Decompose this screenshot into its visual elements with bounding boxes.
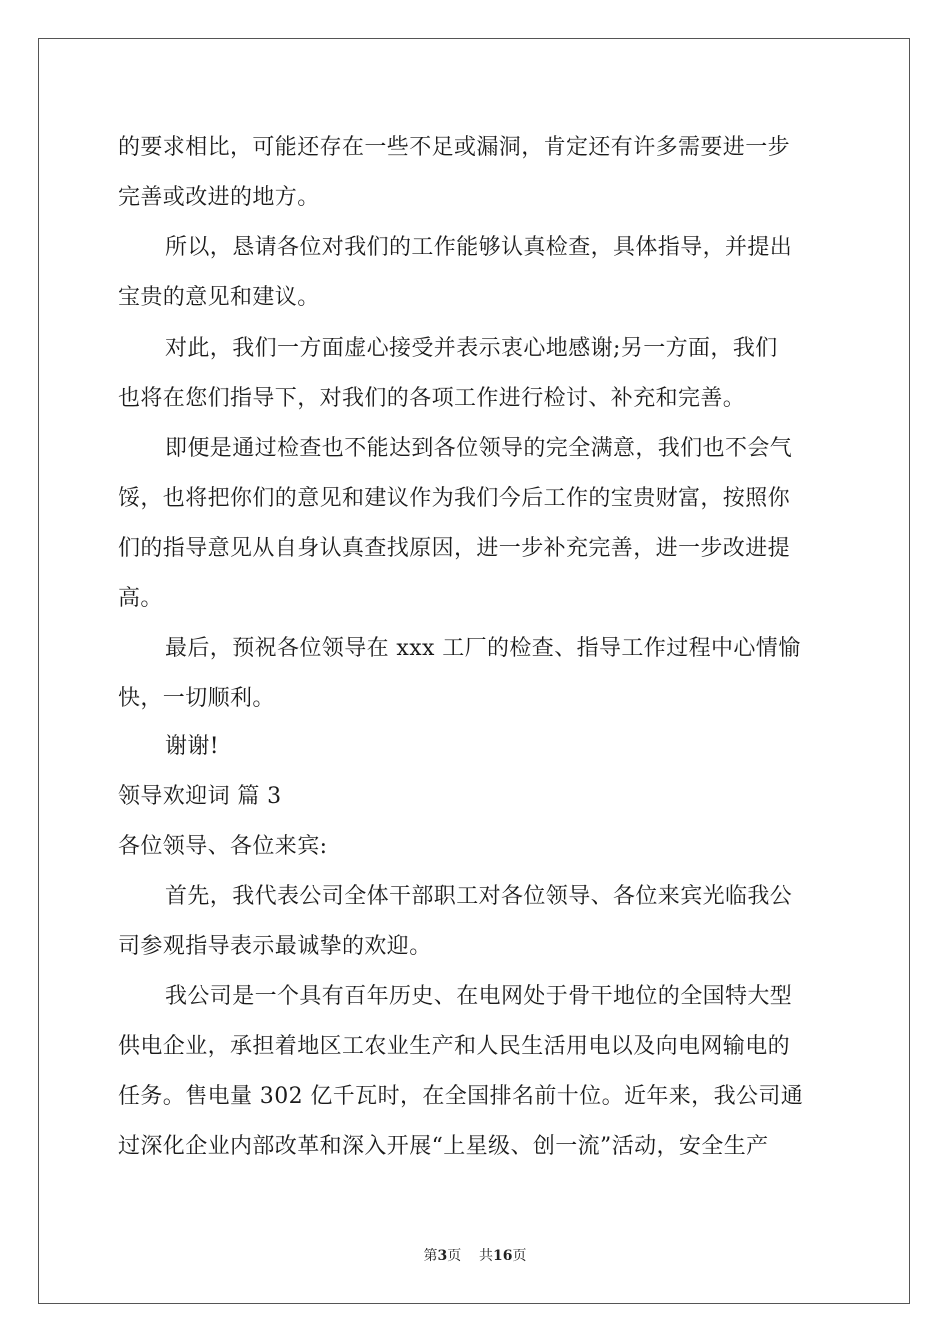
text-line: 即便是通过检查也不能达到各位领导的完全满意，我们也不会气 — [165, 436, 793, 461]
text-line: 任务。售电量 302 亿千瓦时，在全国排名前十位。近年来，我公司通 — [118, 1084, 804, 1109]
text-line: 供电企业，承担着地区工农业生产和人民生活用电以及向电网输电的 — [118, 1034, 791, 1059]
text-line: 们的指导意见从自身认真查找原因，进一步补充完善，进一步改进提 — [118, 536, 791, 561]
page-footer — [0, 1247, 950, 1265]
page-border — [38, 38, 910, 1304]
text-line: 快，一切顺利。 — [118, 686, 275, 711]
page-mid: 页 共 — [447, 1248, 494, 1264]
page-current: 3 — [437, 1248, 448, 1264]
text-line: 最后，预祝各位领导在 xxx 工厂的检查、指导工作过程中心情愉 — [165, 636, 801, 661]
page-suffix: 页 — [512, 1248, 527, 1264]
text-line: 馁，也将把你们的意见和建议作为我们今后工作的宝贵财富，按照你 — [118, 486, 791, 511]
text-line: 也将在您们指导下，对我们的各项工作进行检讨、补充和完善。 — [118, 386, 746, 411]
page-prefix: 第 — [423, 1248, 438, 1264]
text-line: 高。 — [118, 586, 163, 611]
text-line: 我公司是一个具有百年历史、在电网处于骨干地位的全国特大型 — [165, 984, 793, 1009]
text-line: 过深化企业内部改革和深入开展“上星级、创一流”活动，安全生产 — [118, 1134, 769, 1159]
text-line: 所以，恳请各位对我们的工作能够认真检查，具体指导，并提出 — [165, 235, 793, 260]
text-line: 宝贵的意见和建议。 — [118, 285, 320, 310]
text-line: 司参观指导表示最诚挚的欢迎。 — [118, 934, 432, 959]
section-heading: 领导欢迎词 篇 3 — [118, 784, 282, 809]
salutation: 各位领导、各位来宾: — [118, 834, 328, 859]
page-total: 16 — [493, 1248, 513, 1264]
text-line: 对此，我们一方面虚心接受并表示衷心地感谢;另一方面，我们 — [165, 336, 778, 361]
text-line: 完善或改进的地方。 — [118, 185, 320, 210]
text-line: 的要求相比，可能还存在一些不足或漏洞，肯定还有许多需要进一步 — [118, 135, 791, 160]
text-line: 首先，我代表公司全体干部职工对各位领导、各位来宾光临我公 — [165, 884, 793, 909]
text-line: 谢谢! — [165, 734, 220, 759]
